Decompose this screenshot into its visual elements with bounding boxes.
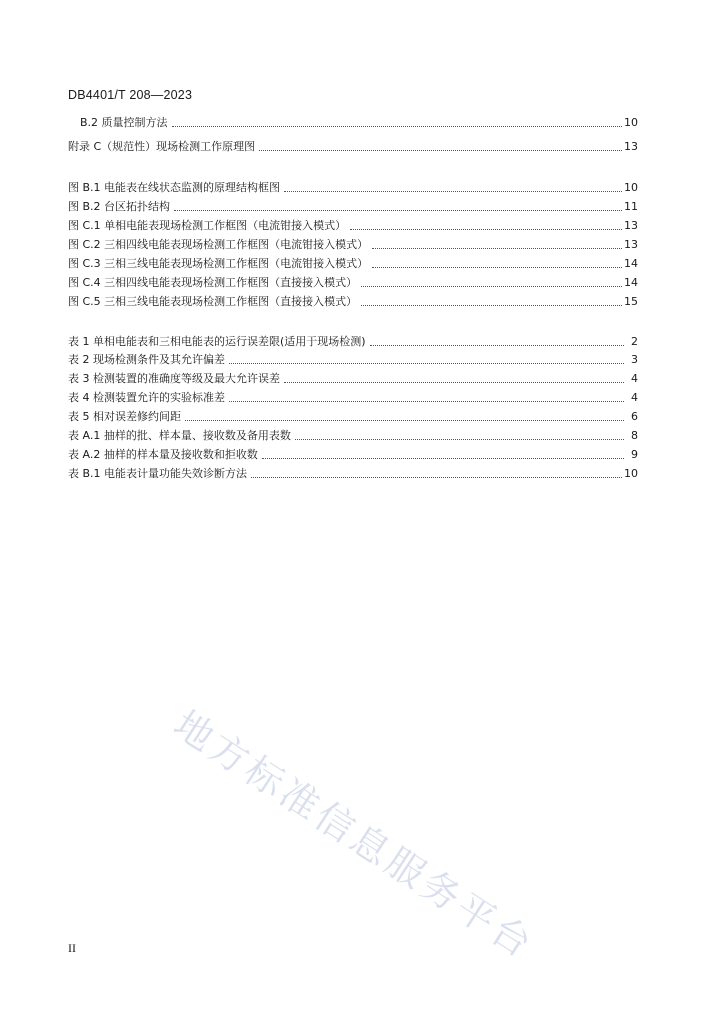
toc-entry-label: 附录 C（规范性）现场检测工作原理图 <box>68 140 256 153</box>
dot-leader <box>295 425 624 440</box>
dot-leader <box>262 444 624 459</box>
page-number: II <box>68 941 76 955</box>
dot-leader <box>251 463 622 478</box>
dot-leader <box>361 272 622 287</box>
toc-entry-page: 2 <box>631 335 638 348</box>
toc-table-entry[interactable] <box>68 370 638 386</box>
toc-figure-entry[interactable] <box>68 179 638 195</box>
toc-entry-page: 10 <box>624 181 638 194</box>
toc-entry-page: 13 <box>624 140 638 153</box>
toc-figure-entry[interactable] <box>68 217 638 233</box>
dot-leader <box>284 177 622 192</box>
toc-table-entry[interactable] <box>68 465 638 481</box>
toc-entry-appendix-c[interactable] <box>68 138 638 154</box>
toc-entry-page: 4 <box>631 372 638 385</box>
toc-entry-page: 3 <box>631 353 638 366</box>
toc-entry-page: 15 <box>624 295 638 308</box>
document-number: DB4401/T 208—2023 <box>68 88 193 102</box>
toc-entry-page: 8 <box>631 429 638 442</box>
toc-figure-entry[interactable] <box>68 198 638 214</box>
toc-entry-page: 4 <box>631 391 638 404</box>
toc-entry-label: 表 5 相对误差修约间距 <box>68 410 181 423</box>
toc-entry-label: 图 C.5 三相三线电能表现场检测工作框图（直接接入模式） <box>68 295 358 308</box>
toc-table-entry[interactable] <box>68 427 638 443</box>
toc-table-entry[interactable] <box>68 389 638 405</box>
dot-leader <box>372 234 622 249</box>
toc-figure-entry[interactable] <box>68 236 638 252</box>
dot-leader <box>284 368 624 383</box>
toc-table-entry[interactable] <box>68 351 638 367</box>
toc-entry-page: 10 <box>624 467 638 480</box>
toc-entry-label: 图 C.2 三相四线电能表现场检测工作框图（电流钳接入模式） <box>68 238 369 251</box>
toc-figure-entry[interactable] <box>68 274 638 290</box>
toc-entry-page: 14 <box>624 276 638 289</box>
toc-figure-entry[interactable] <box>68 255 638 271</box>
watermark: 地方标准信息服务平台 <box>166 701 543 968</box>
toc-entry-page: 9 <box>631 448 638 461</box>
toc-entry-page: 13 <box>624 219 638 232</box>
toc-entry-page: 11 <box>624 200 638 213</box>
toc-entry-label: 图 C.3 三相三线电能表现场检测工作框图（电流钳接入模式） <box>68 257 369 270</box>
dot-leader <box>185 406 624 421</box>
toc-table-entry[interactable] <box>68 333 638 349</box>
dot-leader <box>370 331 624 346</box>
toc-entry-label: 图 C.4 三相四线电能表现场检测工作框图（直接接入模式） <box>68 276 358 289</box>
dot-leader <box>259 136 622 151</box>
toc-entry-label: 表 4 检测装置允许的实验标准差 <box>68 391 225 404</box>
toc-entry-page: 14 <box>624 257 638 270</box>
toc-entry-label: 图 B.1 电能表在线状态监测的原理结构框图 <box>68 181 281 194</box>
toc-entry-label: 表 1 单相电能表和三相电能表的运行误差限(适用于现场检测) <box>68 335 366 348</box>
dot-leader <box>172 112 622 127</box>
toc-entry-page: 6 <box>631 410 638 423</box>
toc-entry-page: 13 <box>624 238 638 251</box>
toc-figure-entry[interactable] <box>68 293 638 309</box>
dot-leader <box>229 387 624 402</box>
toc-entry-label: 表 3 检测装置的准确度等级及最大允许误差 <box>68 372 280 385</box>
dot-leader <box>350 215 622 230</box>
toc-entry-label: 表 A.1 抽样的批、样本量、接收数及备用表数 <box>68 429 291 442</box>
dot-leader <box>372 253 622 268</box>
dot-leader <box>361 291 622 306</box>
toc-table-entry[interactable] <box>68 446 638 462</box>
toc-entry-label: B.2 质量控制方法 <box>80 116 168 129</box>
toc-entry-b2[interactable] <box>80 114 638 130</box>
toc-entry-label: 表 A.2 抽样的样本量及接收数和拒收数 <box>68 448 258 461</box>
toc-entry-label: 图 C.1 单相电能表现场检测工作框图（电流钳接入模式） <box>68 219 347 232</box>
dot-leader <box>174 196 622 211</box>
dot-leader <box>229 349 624 364</box>
toc-table-entry[interactable] <box>68 408 638 424</box>
toc-entry-page: 10 <box>624 116 638 129</box>
toc-entry-label: 表 B.1 电能表计量功能失效诊断方法 <box>68 467 248 480</box>
toc-entry-label: 图 B.2 台区拓扑结构 <box>68 200 171 213</box>
toc-entry-label: 表 2 现场检测条件及其允许偏差 <box>68 353 225 366</box>
